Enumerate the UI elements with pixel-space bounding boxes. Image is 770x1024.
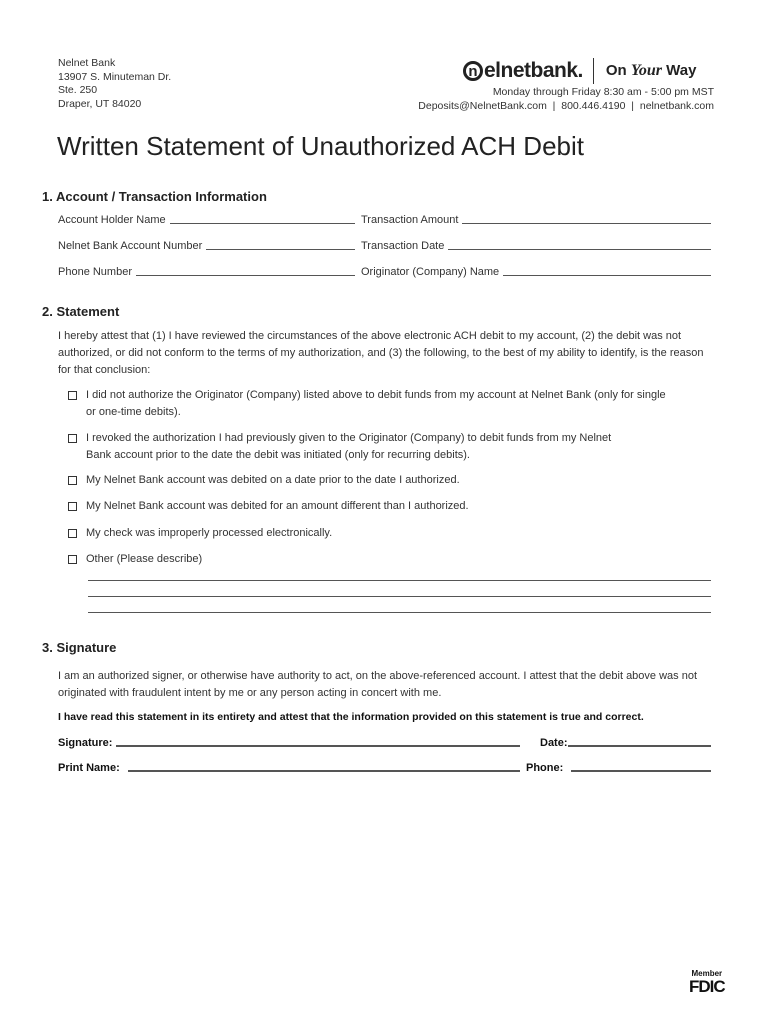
address-line: Ste. 250 bbox=[58, 84, 98, 96]
field-row bbox=[58, 266, 711, 278]
phone-field[interactable]: Phone: bbox=[526, 762, 711, 774]
contact-info bbox=[418, 86, 714, 113]
other-description-line[interactable] bbox=[88, 596, 711, 597]
attestation: I have read this statement in its entirety and attest that the information provided on this statement is true and correct. bbox=[58, 711, 644, 723]
account-holder-name-field[interactable]: Account Holder Name bbox=[58, 214, 355, 226]
section-heading-statement: 2. Statement bbox=[42, 304, 120, 319]
checkbox[interactable] bbox=[68, 529, 77, 538]
checkbox[interactable] bbox=[68, 391, 77, 400]
checkbox[interactable] bbox=[68, 502, 77, 511]
phone-number-field[interactable]: Phone Number bbox=[58, 266, 355, 278]
date-field[interactable]: Date: bbox=[540, 737, 711, 749]
address-line: 13907 S. Minuteman Dr. bbox=[58, 70, 172, 83]
bank-address bbox=[58, 57, 171, 111]
option-date-prior[interactable]: My Nelnet Bank account was debited on a date prior to the date I authorized. bbox=[68, 472, 460, 489]
divider bbox=[593, 58, 594, 84]
transaction-date-field[interactable]: Transaction Date bbox=[361, 240, 711, 252]
checkbox[interactable] bbox=[68, 476, 77, 485]
statement-intro: I hereby attest that (1) I have reviewed the circumstances of the above electronic ACH debit to my account, (2) the debit was not authorized, or did not conform to the terms of my authorization, and (3) the following, to the best of my ability to identify, is the reason for that conclusion: bbox=[58, 330, 704, 376]
option-revoked[interactable]: I revoked the authorization I had previously given to the Originator (Company) to debit funds from my Nelnet Bank account prior to the date the debit was initiated (only for recurring debits). bbox=[68, 430, 638, 464]
transaction-amount-field[interactable]: Transaction Amount bbox=[361, 214, 711, 226]
print-name-field[interactable]: Print Name: bbox=[58, 762, 520, 774]
section-heading-account: 1. Account / Transaction Information bbox=[42, 189, 267, 204]
field-row bbox=[58, 214, 711, 226]
contact-line: Deposits@NelnetBank.com | 800.446.4190 | nelnetbank.com bbox=[418, 99, 714, 112]
print-name-row bbox=[58, 762, 711, 774]
logo-word: elnetbank. bbox=[484, 59, 583, 82]
other-description-line[interactable] bbox=[88, 580, 711, 581]
signature-field[interactable]: Signature: bbox=[58, 737, 520, 749]
section-heading-signature: 3. Signature bbox=[42, 640, 117, 655]
nelnet-logo bbox=[463, 58, 696, 84]
signature-text: I am an authorized signer, or otherwise have authority to act, on the above-referenced account. I attest that the debit above was not originated with fraudulent intent by me or any person acting in concert with me. bbox=[58, 670, 697, 699]
other-description-line[interactable] bbox=[88, 612, 711, 613]
checkbox[interactable] bbox=[68, 434, 77, 443]
address-line: Nelnet Bank bbox=[58, 57, 116, 69]
option-other[interactable]: Other (Please describe) bbox=[68, 551, 202, 568]
originator-name-field[interactable]: Originator (Company) Name bbox=[361, 266, 711, 278]
option-amount-different[interactable]: My Nelnet Bank account was debited for an amount different than I authorized. bbox=[68, 498, 469, 515]
option-not-authorized[interactable]: I did not authorize the Originator (Company) listed above to debit funds from my account at Nelnet Bank (only for single or one-time debits). bbox=[68, 387, 668, 421]
account-number-field[interactable]: Nelnet Bank Account Number bbox=[58, 240, 355, 252]
page-title: Written Statement of Unauthorized ACH Debit bbox=[57, 131, 584, 161]
signature-row bbox=[58, 737, 711, 749]
field-row bbox=[58, 240, 711, 252]
hours: Monday through Friday 8:30 am - 5:00 pm MST bbox=[492, 86, 714, 98]
logo-mark: n bbox=[463, 61, 483, 81]
tagline: On Your Way bbox=[605, 62, 697, 79]
option-check-processed[interactable]: My check was improperly processed electronically. bbox=[68, 525, 332, 542]
checkbox[interactable] bbox=[68, 555, 77, 564]
address-line: Draper, UT 84020 bbox=[58, 97, 142, 110]
member-fdic-logo: Member FDIC bbox=[689, 969, 725, 996]
